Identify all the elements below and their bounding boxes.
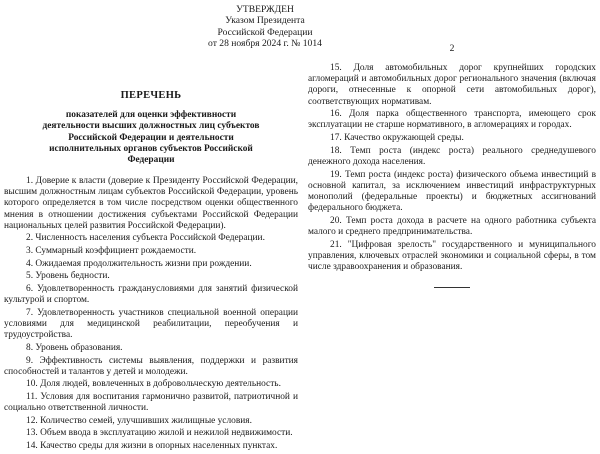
list-item: 10. Доля людей, вовлеченных в добровольческую деятельность.	[26, 379, 281, 390]
approval-line: УТВЕРЖДЕН	[236, 4, 294, 15]
list-item: 9. Эффективность системы выявления, поддержки и развития способностей и талантов у детей и молодежи.	[4, 355, 298, 377]
document-title: ПЕРЕЧЕНЬ	[120, 90, 182, 101]
approval-line: Российской Федерации	[217, 26, 313, 38]
approval-line: от 28 ноября 2024 г. № 1014	[208, 38, 322, 50]
list-item: 3. Суммарный коэффициент рождаемости.	[26, 246, 197, 257]
list-item: 21. "Цифровая зрелость" государственного и муниципального управления, ключевых отраслей экономики и социальной сферы, в том числе здравоохранения и образования.	[308, 239, 596, 272]
list-item: 2. Численность населения субъекта Российской Федерации.	[26, 233, 265, 244]
list-item: 7. Удовлетворенность участников специальной военной операции условиями для медицинской реабилитации, переобучения и трудоустройства.	[4, 307, 298, 341]
approval-line: Указом Президента	[225, 15, 305, 27]
list-item: 11. Условия для воспитания гармонично развитой, патриотичной и социально ответственной личности.	[4, 391, 298, 414]
list-item: 1. Доверие к власти (доверие к Президенту Российской Федерации, высшим должностным лицам субъектов Российской Федерации, уровень которого определяется в том числе посредством оценки общественного мнения в отношении достижения субъектами Российской Федерации национальных целей развития Российской Федерации).	[4, 176, 298, 231]
list-item: 8. Уровень образования.	[26, 342, 123, 353]
list-item: 4. Ожидаемая продолжительность жизни при рождении.	[26, 258, 252, 269]
list-item: 15. Доля автомобильных дорог крупнейших городских агломераций и автомобильных дорог регионального значения (включая дороги, отнесенные к опорной сети автомобильных дорог), соответствующих нормативам.	[308, 63, 596, 107]
list-item: 5. Уровень бедности.	[26, 271, 110, 282]
list-item: 20. Темп роста дохода в расчете на одного работника субъекта малого и среднего предпринимательства.	[308, 215, 596, 237]
end-divider	[434, 287, 470, 288]
list-item: 16. Доля парка общественного транспорта, имеющего срок эксплуатации не старше нормативного, в агломерациях и городах.	[308, 109, 596, 131]
list-item: 12. Количество семей, улучшивших жилищные условия.	[26, 415, 252, 426]
list-item: 19. Темп роста (индекс роста) физического объема инвестиций в основной капитал, за исключением инвестиций инфраструктурных монополий (федеральные проекты) и бюджетных ассигнований федерального бюджета.	[308, 169, 596, 214]
document-subtitle: показателей для оценки эффективности деятельности высших должностных лиц субъектов Российской Федерации и деятельности исполнительных органов субъектов Российской Федерации	[42, 110, 260, 165]
list-item: 6. Удовлетворенность гражданусловиями для занятий физической культурой и спортом.	[4, 284, 298, 306]
left-column	[4, 90, 298, 454]
list-item: 13. Объем ввода в эксплуатацию жилой и нежилой недвижимости.	[26, 428, 293, 439]
list-item: 17. Качество окружающей среды.	[330, 133, 464, 144]
list-item: 14. Качество среды для жизни в опорных населенных пунктах.	[26, 441, 278, 452]
page-number: 2	[449, 43, 455, 54]
right-column	[308, 43, 596, 288]
list-item: 18. Темп роста (индекс роста) реального среднедушевого денежного дохода населения.	[308, 145, 596, 167]
